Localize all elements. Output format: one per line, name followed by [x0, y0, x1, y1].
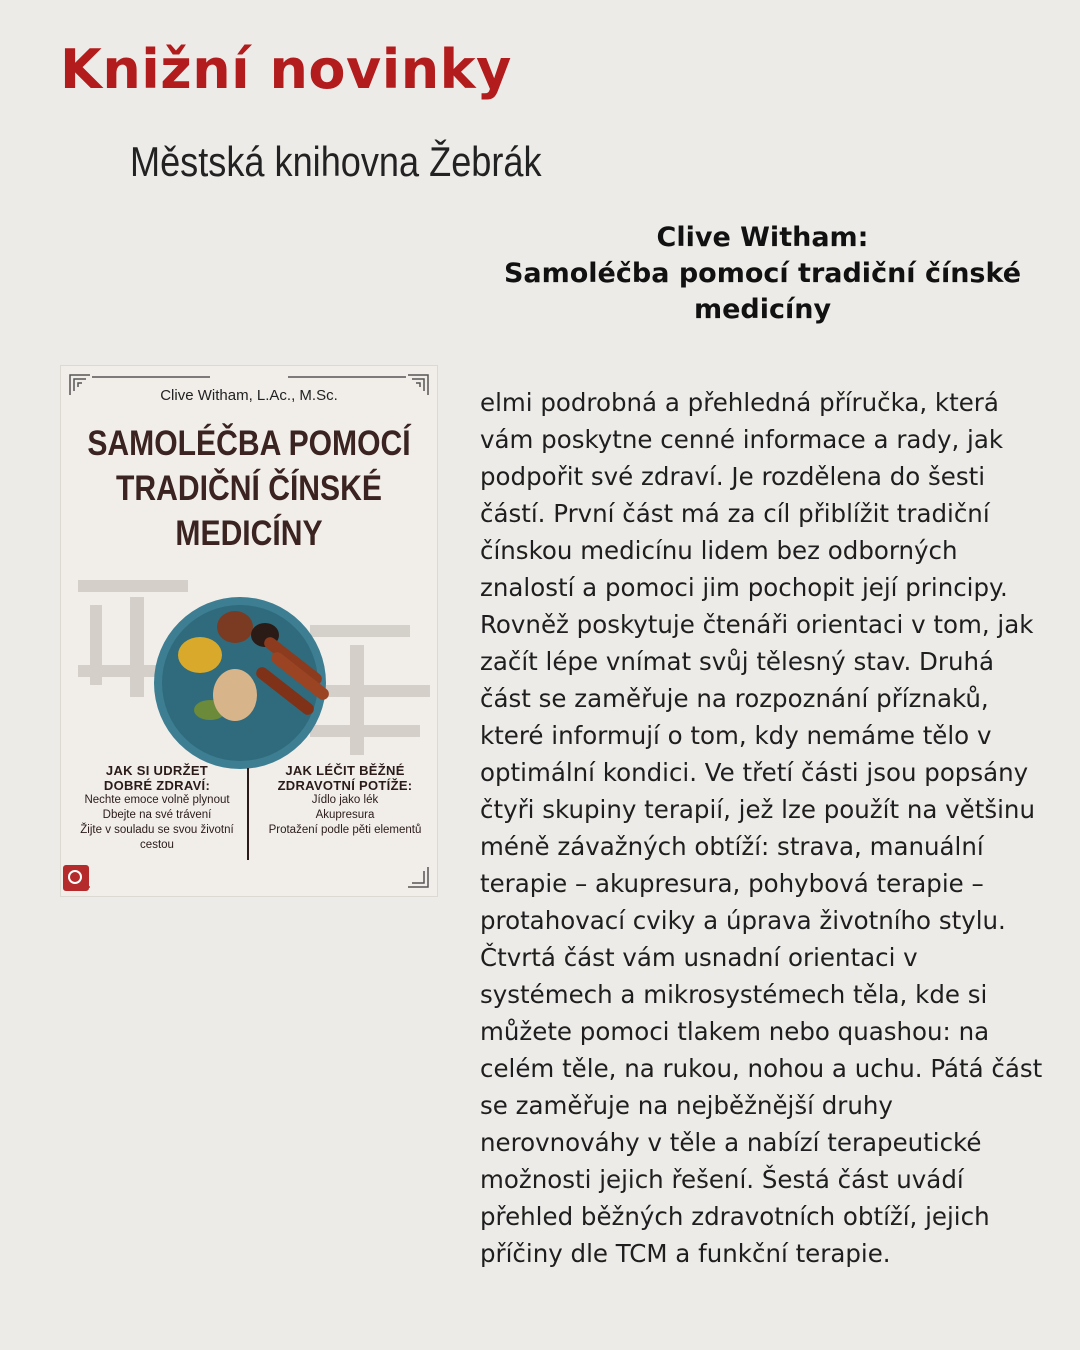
book-title-line-1: Samoléčba pomocí tradiční čínské	[503, 258, 1022, 289]
cover-title	[86, 421, 411, 556]
publisher-logo-icon	[63, 865, 89, 891]
cover-title-line-2: TRADIČNÍ ČÍNSKÉ	[116, 469, 382, 508]
cover-left-heading-2: DOBRÉ ZDRAVÍ:	[103, 778, 211, 793]
book-description	[480, 384, 1052, 1272]
cover-left-item: Žijte v souladu se svou životní	[80, 824, 234, 836]
cover-right-item: Jídlo jako lék	[311, 794, 379, 806]
cover-left-item: Dbejte na své trávení	[102, 809, 212, 821]
page-title: Knižní novinky	[60, 38, 512, 101]
book-cover-image	[60, 365, 438, 897]
cover-title-line-3: MEDICÍNY	[175, 514, 323, 553]
book-heading	[490, 220, 1035, 328]
library-name: Městská knihovna Žebrák	[130, 138, 542, 185]
book-title-line-2: medicíny	[693, 294, 832, 325]
cover-right-column	[256, 763, 434, 838]
cover-left-column	[68, 763, 246, 853]
cover-left-heading-1: JAK SI UDRŽET	[105, 763, 209, 778]
book-author-line: Clive Witham:	[656, 222, 869, 253]
cover-title-line-1: SAMOLÉČBA POMOCÍ	[87, 424, 411, 463]
cover-right-item: Protažení podle pěti elementů	[268, 824, 422, 836]
description-text: elmi podrobná a přehledná příručka, která vám poskytne cenné informace a rady, jak podpořit své zdraví. Je rozdělena do šesti částí. První část má za cíl přiblížit tradiční čínskou medicínu lidem bez odborných znalostí a pomoci jim pochopit její principy. Rovněž poskytuje čtenáři orientaci v tom, jak začít lépe vnímat svůj tělesný stav. Druhá část se zaměřuje na rozpoznání příznaků, které informují o tom, kdy nemáme tělo v optimální kondici. Ve třetí části jsou popsány čtyři skupiny terapií, jež lze použít na většinu méně závažných obtíží: strava, manuální terapie – akupresura, pohybová terapie – protahovací cviky a úprava životního stylu. Čtvrtá část vám usnadní orientaci v systémech a mikrosystémech těla, kde si můžete pomoci tlakem nebo quashou: na celém těle, na rukou, nohou a uchu. Pátá část se zaměřuje na nejběžnější druhy nerovnováhy v těle a nabízí terapeutické možnosti jejich řešení. Šestá část uvádí přehled běžných zdravotních obtíží, jejich příčiny dle TCM a funkční terapie.	[480, 388, 1043, 1268]
cover-author: Clive Witham, L.Ac., M.Sc.	[160, 387, 338, 404]
cover-left-item: Nechte emoce volně plynout	[84, 794, 230, 806]
cover-left-item: cestou	[140, 839, 174, 851]
cover-right-item: Akupresura	[315, 809, 375, 821]
cover-divider	[247, 768, 249, 860]
cover-right-heading-2: ZDRAVOTNÍ POTÍŽE:	[277, 778, 413, 793]
cover-right-heading-1: JAK LÉČIT BĚŽNÉ	[285, 763, 405, 778]
